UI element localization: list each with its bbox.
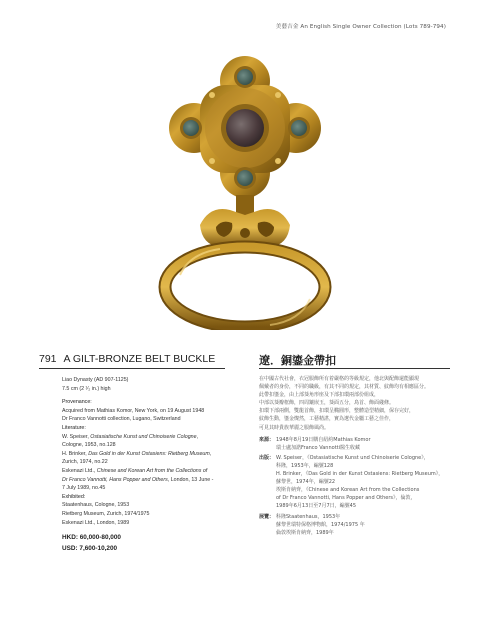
- literature-line: W. Speiser, Ostasiatische Kunst und Chinoiserie Cologne,: [62, 433, 199, 440]
- buckle-ring: [165, 247, 325, 327]
- cn-description-line: 此帶扣鎏金，由上部葵角形座及下部扣環兩部份組成，: [259, 392, 380, 399]
- cn-description-line: 紋飾生動，鎏金燦然，工藝精湛，實為遼代金屬工藝之佳作，: [259, 416, 395, 423]
- cn-description-line: 佩戴者的身份，不同的職級，有其不同的規定，其材質、紋飾均有相應區分。: [259, 384, 430, 391]
- lot-details-cn: [259, 375, 451, 537]
- lot-size: 7.5 cm (2 ¹⁄₂ in.) high: [62, 385, 111, 392]
- exhibited-line: Staatenhaus, Cologne, 1953: [62, 502, 130, 509]
- lot-title-en: A GILT-BRONZE BELT BUCKLE: [63, 353, 216, 365]
- literature-line: Cologne, 1953, no.128: [62, 442, 116, 449]
- literature-label: Literature:: [62, 424, 86, 431]
- cn-literature: [259, 454, 451, 511]
- cn-literature-line: W. Speiser，《Ostasiatische Kunst und Chinoiserie Cologne》，: [276, 454, 429, 461]
- cn-provenance: [259, 436, 451, 452]
- literature-line: Dr Franco Vannotti, Hans Popper and Others, London, 13 June -: [62, 476, 214, 483]
- cn-exhibited-line: 蘇黎世瑞特保格博物館，1974/1975 年: [276, 521, 365, 528]
- cn-provenance-line: 瑞士盧加諾Franco Vannotti醫生收藏: [276, 444, 361, 451]
- exhibited-line: Rietberg Museum, Zurich, 1974/1975: [62, 510, 150, 517]
- title-rule-right: [259, 368, 450, 369]
- literature-line: Zurich, 1974, no.22: [62, 459, 108, 466]
- buckle-plaque: [169, 56, 321, 198]
- literature-line: 7 July 1989, no.45: [62, 485, 106, 492]
- exhibited-line: Eskenazi Ltd., London, 1989: [62, 519, 130, 526]
- cn-literature-label: 出版：: [259, 454, 275, 461]
- cn-exhibited-label: 展覽：: [259, 513, 275, 520]
- provenance-line: Dr Franco Vannotti collection, Lugano, Switzerland: [62, 416, 181, 423]
- provenance-label: Provenance:: [62, 399, 92, 406]
- cn-literature-line: 1989年6月13日至7月7日，編號45: [276, 503, 356, 510]
- cn-description-line: 可見其時貴族華麗之服飾風尚。: [259, 424, 330, 431]
- cn-description-line: 扣環下部兩側，雙龍首飾，扣環呈橢圓形，整體造型精細，保存完好，: [259, 408, 415, 415]
- exhibited-label: Exhibited:: [62, 493, 86, 500]
- page-header: 美藝吉金 An English Single Owner Collection (Lots 789-794): [275, 24, 446, 30]
- title-rule-left: [39, 368, 225, 369]
- price-usd: USD: 7,600-10,200: [62, 545, 118, 553]
- cn-exhibited-line: 科隆Staatenhaus，1953年: [276, 513, 341, 520]
- price-hkd: HKD: 60,000-80,000: [62, 534, 121, 542]
- cn-exhibited-line: 倫敦埃斯肯納齊，1989年: [276, 529, 334, 536]
- belt-buckle-photo: [150, 55, 340, 330]
- dragon-heads: [200, 195, 290, 247]
- cn-literature-line: 蘇黎世，1974年，編號22: [276, 479, 336, 486]
- cn-literature-line: H. Brinker，《Das Gold in der Kunst Ostasiens: Rietberg Museum》，: [276, 471, 444, 478]
- lot-title: [39, 353, 215, 365]
- cn-provenance-line: 1948年8月19日購自紐約Mathias Komor: [276, 436, 371, 443]
- cn-literature-line: 埃斯肯納齊，《Chinese and Korean Art from the Collections: [276, 487, 420, 494]
- lot-title-cn: 遼．銅鎏金帶扣: [259, 354, 336, 367]
- cn-literature-line: 科隆，1953年，編號128: [276, 462, 334, 469]
- literature-line: H. Brinker, Das Gold in der Kunst Ostasiens: Rietberg Museum,: [62, 450, 212, 457]
- cn-description-line: 在中國古代社會，衣冠服飾所有着嚴格的等級規定，他北與配飾還能顯現: [259, 376, 420, 382]
- cn-description-line: 中部以葵瓣框飾，四周鑲嵌玉，葵面五分，鳥首、飾面綫條。: [259, 400, 395, 407]
- lot-period: Liao Dynasty (AD 907-1125): [62, 377, 129, 383]
- lot-number: 791: [39, 353, 57, 365]
- cn-exhibited: [259, 513, 451, 537]
- cn-provenance-label: 來源：: [259, 436, 275, 443]
- provenance-line: Acquired from Mathias Komor, New York, on 19 August 1948: [62, 407, 205, 414]
- literature-line: Eskenazi Ltd., Chinese and Korean Art from the Collections of: [62, 467, 208, 474]
- cn-literature-line: of Dr Franco Vannotti, Hans Popper and Others》，倫敦，: [276, 495, 416, 502]
- lot-details-en: [62, 376, 232, 554]
